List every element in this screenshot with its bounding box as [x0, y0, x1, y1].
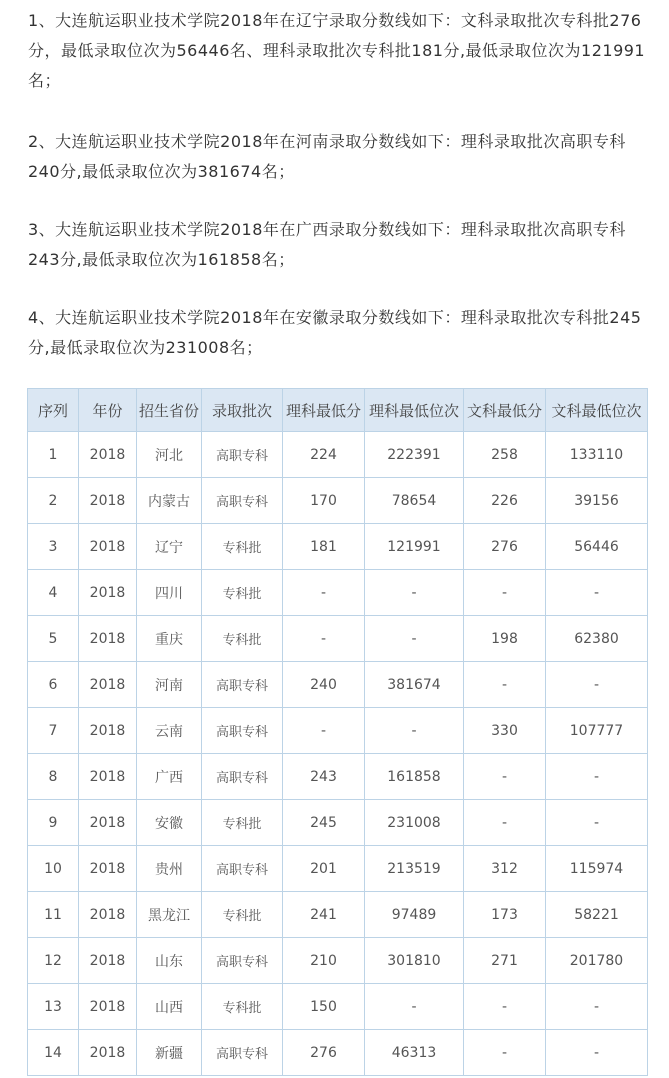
cell-province: 山东 [137, 938, 202, 984]
table-row [28, 524, 648, 570]
cell-science-min-score: 241 [283, 892, 365, 938]
table-row [28, 662, 648, 708]
cell-province: 黑龙江 [137, 892, 202, 938]
cell-science-min-rank: 381674 [365, 662, 464, 708]
cell-batch: 高职专科 [202, 478, 283, 524]
cell-science-min-score: 150 [283, 984, 365, 1030]
cell-science-min-rank: 231008 [365, 800, 464, 846]
cell-index: 4 [28, 570, 79, 616]
cell-arts-min-rank: 133110 [546, 432, 648, 478]
cell-year: 2018 [79, 938, 137, 984]
cell-science-min-score: 224 [283, 432, 365, 478]
table-row [28, 432, 648, 478]
cell-arts-min-rank: - [546, 800, 648, 846]
cell-year: 2018 [79, 708, 137, 754]
table-row [28, 892, 648, 938]
cell-arts-min-score: 312 [464, 846, 546, 892]
cell-index: 1 [28, 432, 79, 478]
cell-science-min-score: - [283, 708, 365, 754]
cell-index: 14 [28, 1030, 79, 1076]
cell-batch: 高职专科 [202, 708, 283, 754]
cell-batch: 专科批 [202, 800, 283, 846]
cell-arts-min-rank: 56446 [546, 524, 648, 570]
cell-batch: 专科批 [202, 984, 283, 1030]
cell-province: 安徽 [137, 800, 202, 846]
cell-province: 贵州 [137, 846, 202, 892]
paragraph-guangxi: 3、大连航运职业技术学院2018年在广西录取分数线如下：理科录取批次高职专科243分,最低录取位次为161858名； [28, 220, 626, 269]
cell-year: 2018 [79, 432, 137, 478]
cell-province: 辽宁 [137, 524, 202, 570]
table-body [28, 432, 648, 1076]
cell-batch: 专科批 [202, 892, 283, 938]
header-year: 年份 [79, 389, 137, 432]
cell-science-min-rank: 46313 [365, 1030, 464, 1076]
cell-year: 2018 [79, 1030, 137, 1076]
cell-batch: 专科批 [202, 616, 283, 662]
cell-year: 2018 [79, 662, 137, 708]
table-row [28, 478, 648, 524]
cell-arts-min-rank: 39156 [546, 478, 648, 524]
cell-index: 13 [28, 984, 79, 1030]
cell-batch: 高职专科 [202, 846, 283, 892]
cell-science-min-rank: - [365, 570, 464, 616]
table-row [28, 708, 648, 754]
paragraph-liaoning: 1、大连航运职业技术学院2018年在辽宁录取分数线如下：文科录取批次专科批276分，最低录取位次为56446名、理科录取批次专科批181分,最低录取位次为121991名； [28, 11, 646, 90]
table-row [28, 938, 648, 984]
cell-arts-min-score: 226 [464, 478, 546, 524]
cell-index: 3 [28, 524, 79, 570]
header-index: 序列 [28, 389, 79, 432]
table-row [28, 846, 648, 892]
cell-index: 8 [28, 754, 79, 800]
cell-batch: 高职专科 [202, 938, 283, 984]
cell-arts-min-score: 173 [464, 892, 546, 938]
cell-index: 2 [28, 478, 79, 524]
cell-science-min-rank: - [365, 984, 464, 1030]
cell-arts-min-rank: 115974 [546, 846, 648, 892]
cell-arts-min-rank: 107777 [546, 708, 648, 754]
header-arts-min-rank: 文科最低位次 [546, 389, 648, 432]
cell-arts-min-score: 271 [464, 938, 546, 984]
table-row [28, 754, 648, 800]
cell-arts-min-rank: - [546, 1030, 648, 1076]
cell-year: 2018 [79, 984, 137, 1030]
header-arts-min-score: 文科最低分 [464, 389, 546, 432]
cell-arts-min-rank: 201780 [546, 938, 648, 984]
cell-science-min-rank: 97489 [365, 892, 464, 938]
cell-province: 内蒙古 [137, 478, 202, 524]
cell-year: 2018 [79, 800, 137, 846]
cell-year: 2018 [79, 478, 137, 524]
table-row [28, 570, 648, 616]
cell-science-min-rank: - [365, 616, 464, 662]
cell-year: 2018 [79, 524, 137, 570]
cell-science-min-score: 243 [283, 754, 365, 800]
cell-index: 11 [28, 892, 79, 938]
cell-science-min-rank: 121991 [365, 524, 464, 570]
cell-batch: 高职专科 [202, 1030, 283, 1076]
cell-arts-min-rank: - [546, 570, 648, 616]
cell-science-min-rank: 161858 [365, 754, 464, 800]
cell-arts-min-rank: 62380 [546, 616, 648, 662]
cell-index: 7 [28, 708, 79, 754]
cell-science-min-score: 210 [283, 938, 365, 984]
cell-science-min-rank: 222391 [365, 432, 464, 478]
cell-arts-min-rank: 58221 [546, 892, 648, 938]
cell-batch: 高职专科 [202, 432, 283, 478]
cell-province: 河南 [137, 662, 202, 708]
cell-arts-min-score: - [464, 570, 546, 616]
cell-index: 9 [28, 800, 79, 846]
cell-province: 四川 [137, 570, 202, 616]
cell-province: 河北 [137, 432, 202, 478]
cell-province: 重庆 [137, 616, 202, 662]
cell-year: 2018 [79, 846, 137, 892]
cell-batch: 专科批 [202, 524, 283, 570]
cell-arts-min-score: 276 [464, 524, 546, 570]
cell-arts-min-score: 198 [464, 616, 546, 662]
cell-science-min-score: - [283, 570, 365, 616]
cell-science-min-rank: - [365, 708, 464, 754]
cell-index: 12 [28, 938, 79, 984]
cell-science-min-score: 276 [283, 1030, 365, 1076]
cell-province: 广西 [137, 754, 202, 800]
paragraph-henan: 2、大连航运职业技术学院2018年在河南录取分数线如下：理科录取批次高职专科240分,最低录取位次为381674名； [28, 132, 626, 181]
cell-arts-min-rank: - [546, 984, 648, 1030]
cell-science-min-score: 245 [283, 800, 365, 846]
table-row [28, 800, 648, 846]
header-batch: 录取批次 [202, 389, 283, 432]
cell-arts-min-rank: - [546, 662, 648, 708]
cell-science-min-rank: 213519 [365, 846, 464, 892]
table-header-row [28, 389, 648, 432]
cell-province: 云南 [137, 708, 202, 754]
cell-index: 6 [28, 662, 79, 708]
cell-science-min-rank: 78654 [365, 478, 464, 524]
cell-arts-min-score: - [464, 754, 546, 800]
cell-science-min-score: - [283, 616, 365, 662]
table-row [28, 984, 648, 1030]
cell-year: 2018 [79, 616, 137, 662]
cell-arts-min-score: - [464, 984, 546, 1030]
cell-batch: 高职专科 [202, 754, 283, 800]
cell-arts-min-score: 330 [464, 708, 546, 754]
cell-arts-min-score: - [464, 1030, 546, 1076]
cell-year: 2018 [79, 570, 137, 616]
cell-batch: 高职专科 [202, 662, 283, 708]
header-science-min-score: 理科最低分 [283, 389, 365, 432]
paragraph-anhui: 4、大连航运职业技术学院2018年在安徽录取分数线如下：理科录取批次专科批245分,最低录取位次为231008名； [28, 308, 642, 357]
cell-science-min-score: 201 [283, 846, 365, 892]
cell-year: 2018 [79, 754, 137, 800]
cell-arts-min-score: - [464, 662, 546, 708]
header-province: 招生省份 [137, 389, 202, 432]
cell-arts-min-score: 258 [464, 432, 546, 478]
cell-arts-min-rank: - [546, 754, 648, 800]
cell-index: 10 [28, 846, 79, 892]
cell-science-min-score: 240 [283, 662, 365, 708]
cell-science-min-score: 181 [283, 524, 365, 570]
cell-science-min-rank: 301810 [365, 938, 464, 984]
table-row [28, 1030, 648, 1076]
cell-province: 新疆 [137, 1030, 202, 1076]
cell-year: 2018 [79, 892, 137, 938]
cell-arts-min-score: - [464, 800, 546, 846]
cell-batch: 专科批 [202, 570, 283, 616]
cell-index: 5 [28, 616, 79, 662]
admission-score-table [27, 388, 648, 1076]
cell-science-min-score: 170 [283, 478, 365, 524]
header-science-min-rank: 理科最低位次 [365, 389, 464, 432]
table-row [28, 616, 648, 662]
cell-province: 山西 [137, 984, 202, 1030]
